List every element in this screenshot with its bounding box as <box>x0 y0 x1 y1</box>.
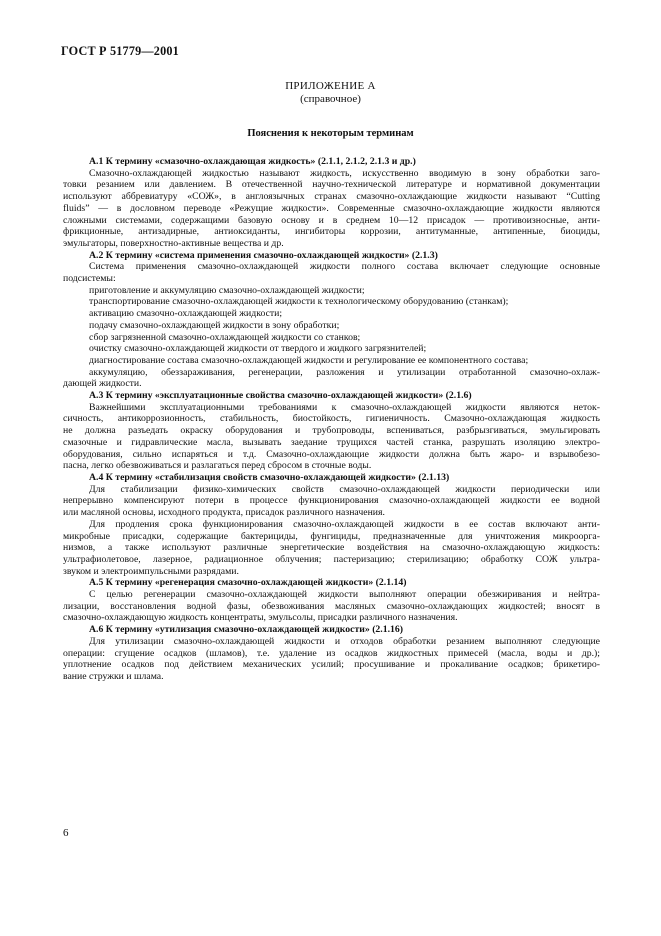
body-line: С целью регенерации смазочно-охлаждающей жидкости выполняют операции обезжиривания и нейтра- <box>89 589 600 601</box>
body-line: приготовление и аккумуляцию смазочно-охлаждающей жидкости; <box>89 284 365 296</box>
body-text <box>63 156 600 683</box>
body-line: уплотнение осадков под действием механических усилий; просушивание и прокаливание осадков; брикетиро- <box>63 659 600 671</box>
body-line: подсистемы: <box>63 273 116 285</box>
body-line: активацию смазочно-охлаждающей жидкости; <box>89 308 283 320</box>
body-line: смазочные и гидравлические масла, вызывать заедание трущихся частей станка, разрушать изоляцию электро- <box>63 436 600 448</box>
body-line: аккумуляцию, обеззараживания, регенерации, разложения и утилизации отработанной смазочно-охлаж- <box>89 366 600 378</box>
body-line: Важнейшими эксплуатационными требованиями к смазочно-охлаждающей жидкости являются неток- <box>89 401 600 413</box>
body-line: сичность, антикоррозионность, стабильность, биостойкость, гигиеничность. Смазочно-охлаждающая жидкость <box>63 413 600 425</box>
body-line: фрикционные, антизадирные, антиоксиданты, ингибиторы коррозии, антитуманные, антипенные, биоциды, <box>63 226 600 238</box>
section-heading: А.2 К термину «система применения смазочно-охлаждающей жидкости» (2.1.3) <box>89 249 438 261</box>
section-heading: А.6 К термину «утилизация смазочно-охлаждающей жидкости» (2.1.16) <box>89 624 404 636</box>
body-line: Для стабилизации физико-химических свойств смазочно-охлаждающей жидкости периодически или <box>89 483 600 495</box>
body-line: сложными системами, содержащими базовую основу и в среднем 10—12 присадок — противоизносные, анти- <box>63 214 600 226</box>
body-line: или масляной основы, исходного продукта, присадок различного назначения. <box>63 507 385 519</box>
appendix-title: ПРИЛОЖЕНИЕ А <box>285 80 376 92</box>
section-heading: А.5 К термину «регенерация смазочно-охлаждающей жидкости» (2.1.14) <box>89 577 407 589</box>
appendix-subtitle: (справочное) <box>300 93 361 105</box>
body-line: вание стружки и шлама. <box>63 670 164 682</box>
body-line: Смазочно-охлаждающей жидкостью называют жидкость, искусственно вводимую в зону обработки заго- <box>89 167 600 179</box>
body-line: сбор загрязненной смазочно-охлаждающей жидкости со станков; <box>89 331 361 343</box>
body-line: очистку смазочно-охлаждающей жидкости от твердого и жидкого загрязнителей; <box>89 343 427 355</box>
body-line: непрерывно компенсируют потери в процессе функционирования смазочно-охлаждающей жидкости ее водной <box>63 495 600 507</box>
body-line: микробные присадки, содержащие бактерициды, фунгициды, предназначенные для уничтожения микроорга- <box>63 530 600 542</box>
appendix-block <box>0 80 661 106</box>
body-line: диагностирование состава смазочно-охлаждающей жидкости и регулирование ее компонентного состава; <box>89 354 529 366</box>
section-heading: А.1 К термину «смазочно-охлаждающая жидкость» (2.1.1, 2.1.2, 2.1.3 и др.) <box>89 156 416 167</box>
page-title: Пояснения к некоторым терминам <box>247 128 414 139</box>
section-heading: А.4 К термину «стабилизация свойств смазочно-охлаждающей жидкости» (2.1.13) <box>89 471 450 483</box>
section-heading: А.3 К термину «эксплуатационные свойства смазочно-охлаждающей жидкости» (2.1.6) <box>89 390 472 402</box>
body-line: смазочно-охлаждающую жидкость концентраты, эмульсолы, присадки различного назначения. <box>63 612 458 624</box>
body-line: ультрафиолетовое, лазерное, радиационное облучения; пастеризацию; стерилизацию; обработку СОЖ ультра- <box>63 553 600 565</box>
body-line: лизации, восстановления водной фазы, обезвоживания масляных смазочно-охлаждающих жидкостей; вносят в <box>63 600 600 612</box>
body-line: пасна, легко обезвоживаться и разлагаться перед сбросом в сточные воды. <box>63 460 372 472</box>
page-number: 6 <box>63 827 69 839</box>
document-code: ГОСТ Р 51779—2001 <box>61 44 179 58</box>
body-line: подачу смазочно-охлаждающей жидкости в зону обработки; <box>89 319 340 331</box>
body-line: транспортирование смазочно-охлаждающей жидкости к технологическому оборудованию (станкам); <box>89 296 509 308</box>
body-line: звуком и электроимпульсными разрядами. <box>63 565 239 577</box>
body-line: дающей жидкости. <box>63 378 142 390</box>
body-line: Система применения смазочно-охлаждающей жидкости полного состава включает следующие основные <box>89 261 600 273</box>
body-line: Для продления срока функционирования смазочно-охлаждающей жидкости в ее состав включают анти- <box>89 518 600 530</box>
body-line: оборудования, сильно испаряться и т.д. Смазочно-охлаждающие жидкости должна быть жаро- и взрывобезо- <box>63 448 600 460</box>
body-line: fluids” — в дословном переводе «Режущие жидкости». Современные смазочно-охлаждающие жидкости являются <box>63 202 600 214</box>
body-line: операции: сгущение осадков (шламов), т.е. удаление из осадков жидкостных примесей (масла, воды и др.); <box>63 647 600 659</box>
body-line: используют аббревиатуру «СОЖ», в англоязычных странах смазочно-охлаждающие жидкости называют “Cutting <box>63 191 600 203</box>
body-line: товки резанием или давлением. В отечественной научно-технической литературе и нормативной документации <box>63 179 600 191</box>
body-line: эмульгаторы, поверхностно-активные вещества и др. <box>63 237 284 249</box>
body-line: Для утилизации смазочно-охлаждающей жидкости и отходов обработки резанием выполняют следующие <box>89 635 600 647</box>
body-line: не должна разъедать окраску оборудования и трубопроводы, вспениваться, разбрызгиваться, эмульгировать <box>63 425 600 437</box>
body-line: низмов, а также используют различные энергетические воздействия на смазочно-охлаждающую жидкость: <box>63 542 600 554</box>
